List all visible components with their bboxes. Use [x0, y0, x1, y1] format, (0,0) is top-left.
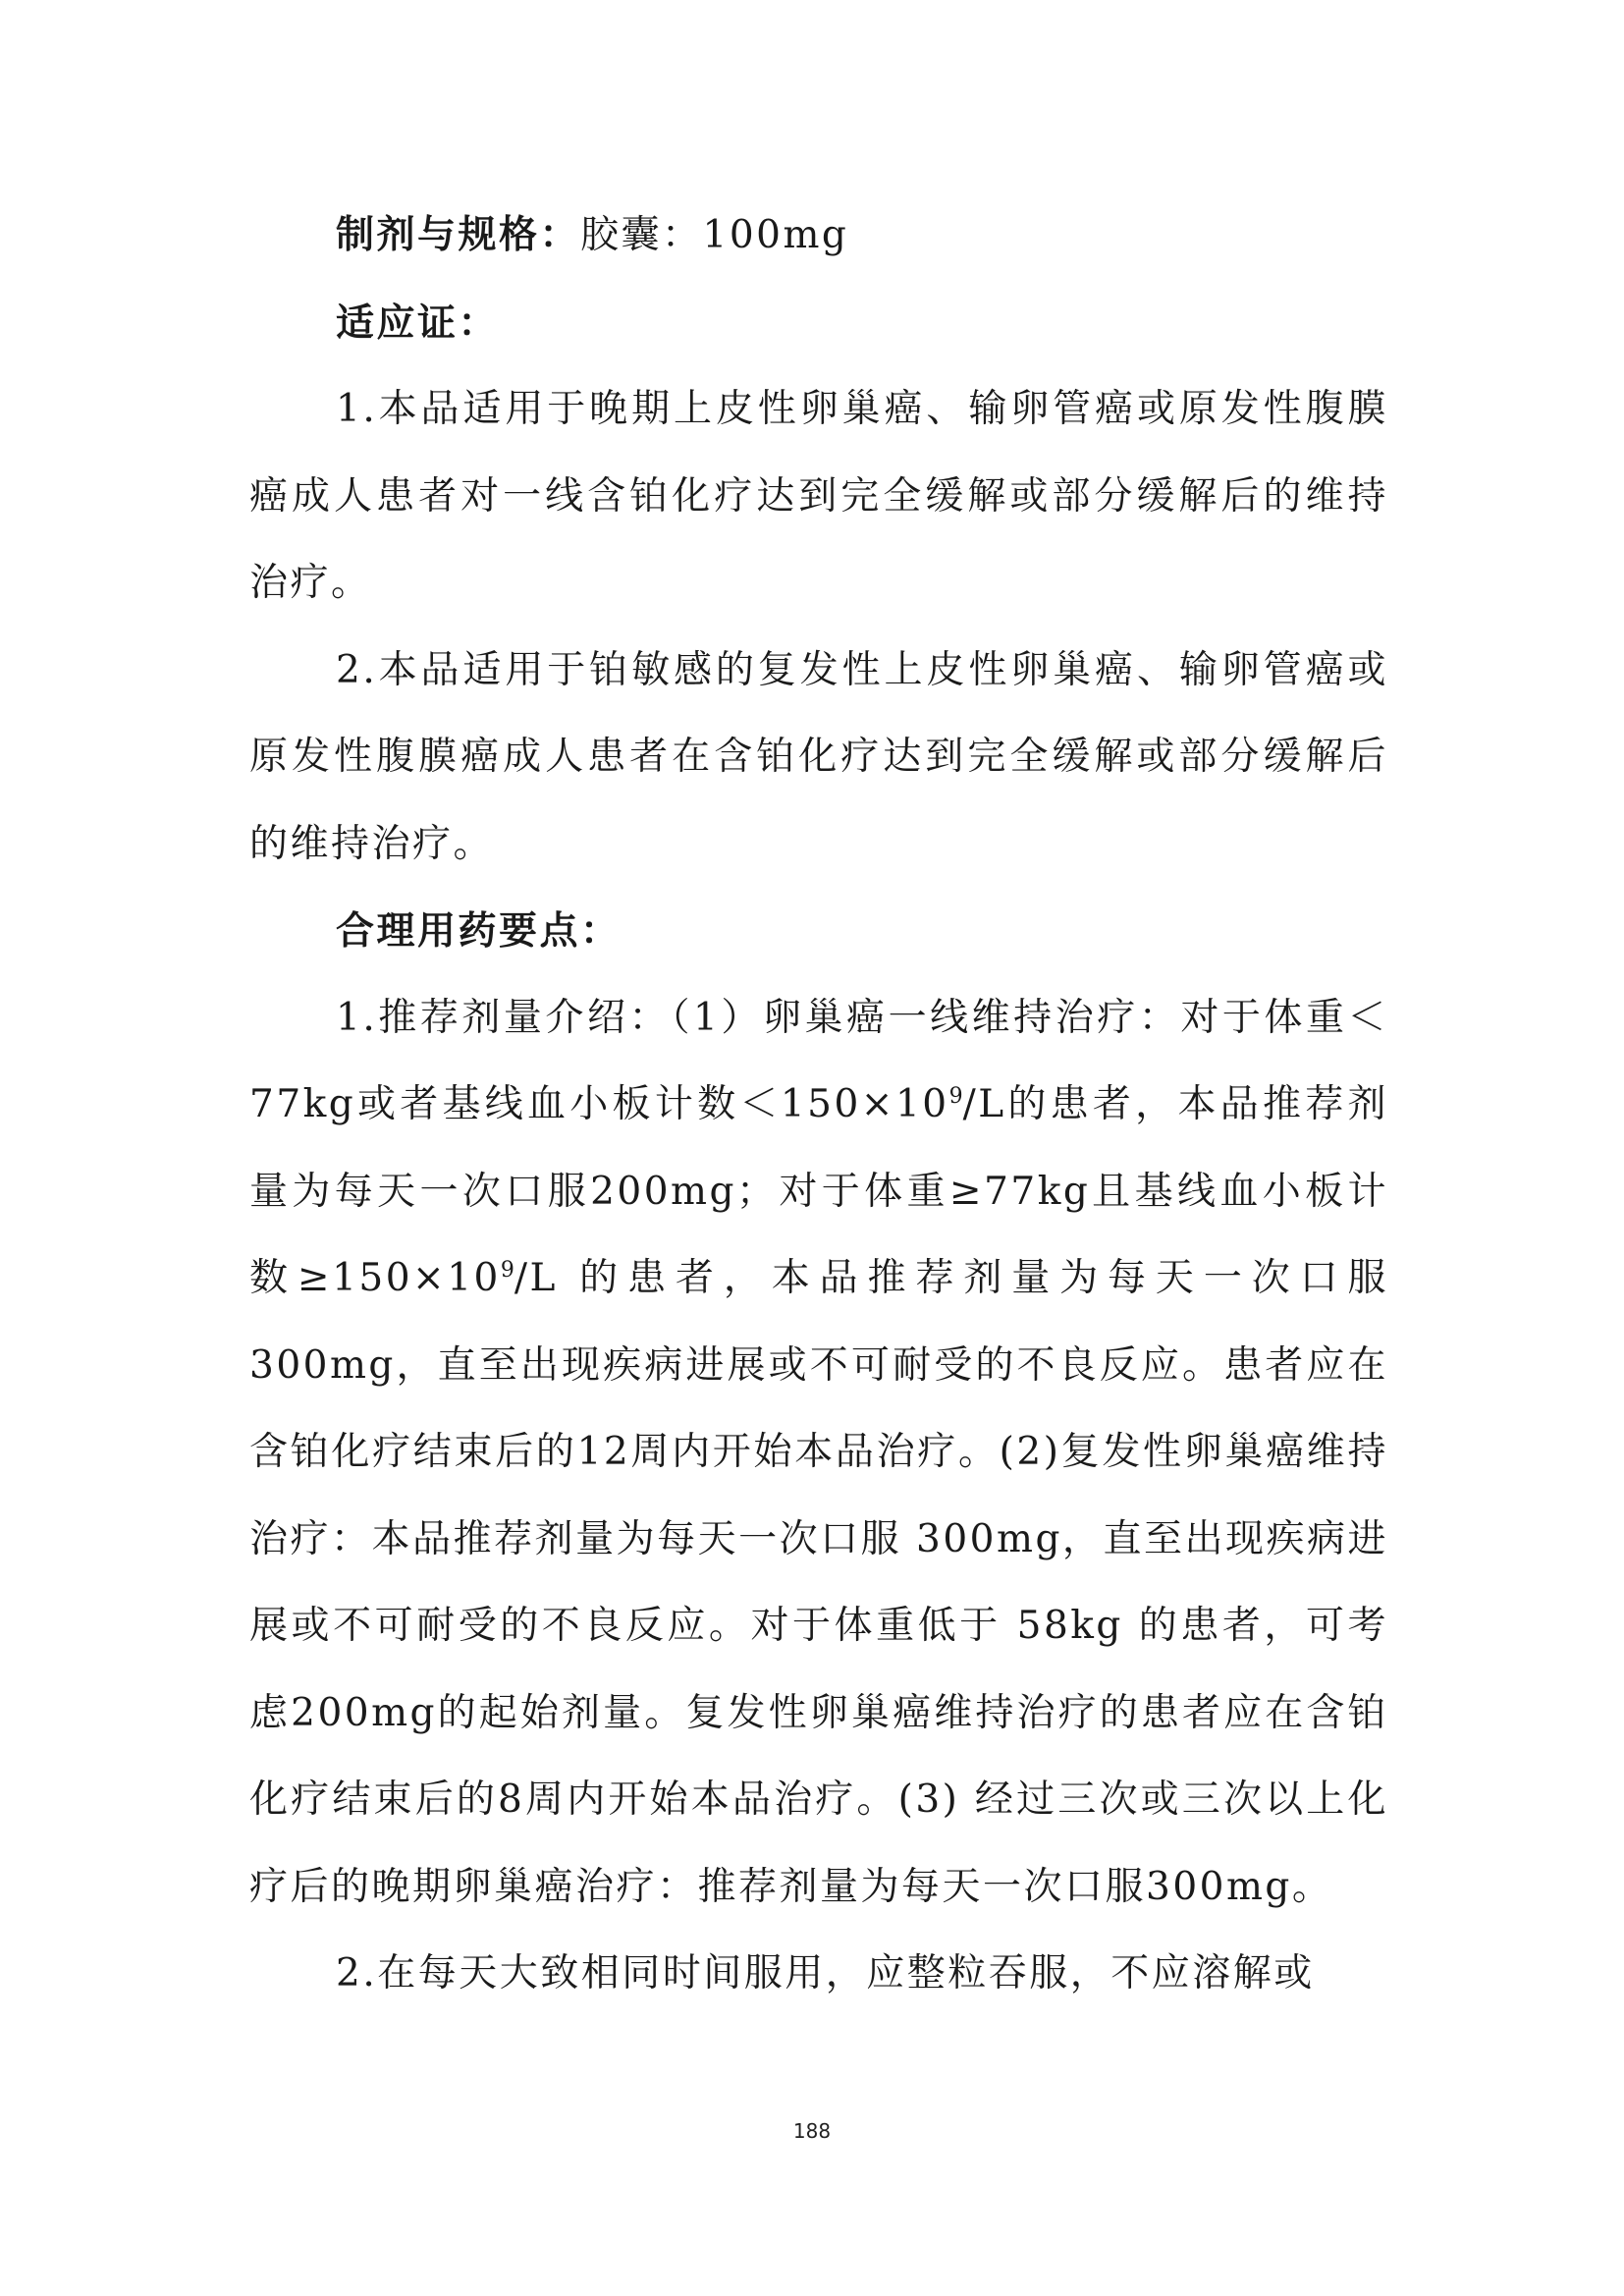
spec-value: 胶囊：100mg: [580, 213, 849, 257]
indications-heading: 适应证：: [336, 300, 500, 346]
usage-heading: 合理用药要点：: [336, 908, 622, 954]
usage-point-1-text-c: /L 的患者，本品推荐剂量为每天一次口服300mg，直至出现疾病进展或不可耐受的不良反应。患者应在含铂化疗结束后的12周内开始本品治疗。(2)复发性卵巢癌维持治疗：本品推荐剂量为每天一次口服 300mg，直至出现疾病进展或不可耐受的不良反应。对于体重低于 58kg 的患者，可考虑200mg的起始剂量。复发性卵巢癌维持治疗的患者应在含铂化疗结束后的8周内开始本品治疗。(3) 经过三次或三次以上化疗后的晚期卵巢癌治疗：推荐剂量为每天一次口服300mg。: [249, 1256, 1389, 1909]
usage-point-2: 2.在每天大致相同时间服用，应整粒吞服，不应溶解或: [336, 1951, 1315, 1995]
usage-point-1-text-a: 1.推荐剂量介绍：（1）卵巢癌一线维持治疗：对于体重＜77kg或者基线血小板计数＜150×10: [249, 995, 1388, 1126]
page-number: 188: [792, 2119, 832, 2143]
spec-label: 制剂与规格：: [336, 212, 581, 257]
indication-item-1: 1.本品适用于晚期上皮性卵巢癌、输卵管癌或原发性腹膜癌成人患者对一线含铂化疗达到完全缓解或部分缓解后的维持治疗。: [249, 387, 1388, 605]
usage-point-1-text-b: /L的患者，本品推荐剂量为每天一次口服200mg；对于体重≥77kg且基线血小板计数≥150×10: [249, 1082, 1388, 1300]
spec-line: [249, 191, 1388, 280]
page-content: [249, 191, 1388, 2018]
indication-item-2: 2.本品适用于铂敏感的复发性上皮性卵巢癌、输卵管癌或原发性腹膜癌成人患者在含铂化疗达到完全缓解或部分缓解后的维持治疗。: [249, 647, 1388, 866]
usage-point-1: [249, 975, 1388, 1932]
superscript-exponent-a: 9: [948, 1084, 963, 1109]
superscript-exponent-b: 9: [500, 1258, 514, 1283]
